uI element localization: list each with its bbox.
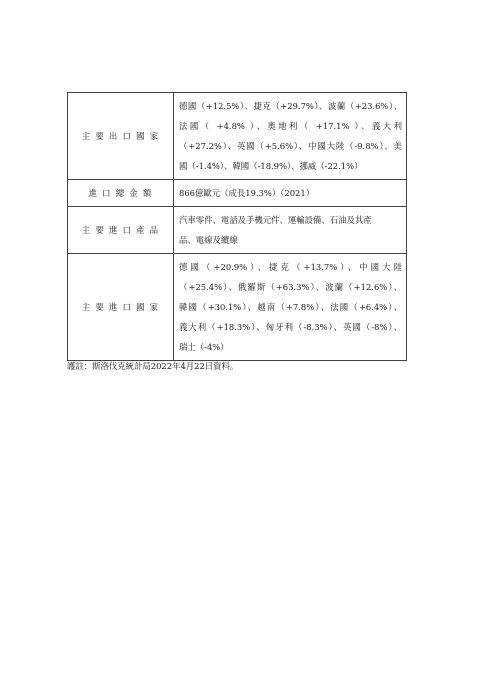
table-row-main-import-countries [68, 254, 407, 361]
value-line: 義大利（+18.3%）、匈牙利（-8.3%）、英國（-8%）、 [179, 322, 402, 332]
value-line: 汽車零件、電話及手機元件、運輸設備、石油及其產 [179, 215, 372, 225]
table-row-import-total [68, 180, 407, 207]
value-line: 國（-1.4%）、韓國（-18.9%）、挪威（-22.1%） [179, 161, 363, 171]
row-label-import-total: 進口總金額 [68, 180, 174, 207]
value-line: 德國（+12.5%）、捷克（+29.7%）、波蘭（+23.6%）、 [179, 101, 402, 111]
value-line: 品、電線及纜線 [179, 235, 238, 245]
value-line: （+25.4%）、俄羅斯（+63.3%）、波蘭（+12.6%）、 [179, 282, 402, 292]
row-label-main-import-countries: 主要進口國家 [68, 254, 174, 361]
value-line: （+27.2%）、英國（+5.6%）、中國大陸（-9.8%）、美 [179, 141, 402, 151]
row-label-main-import-products: 主要進口產品 [68, 207, 174, 254]
row-label-main-export-countries: 主要出口國家 [68, 93, 174, 180]
row-value-main-import-countries [174, 254, 407, 361]
trade-table [67, 92, 407, 361]
row-value-main-import-products [174, 207, 407, 254]
row-value-main-export-countries [174, 93, 407, 180]
value-line: 瑞士（-4%） [179, 342, 229, 352]
source-note: 護註：斯洛伐克統計局2022年4月22日資料。 [67, 361, 239, 371]
table-row-main-import-products [68, 207, 407, 254]
value-line: 韓國（+30.1%）、越南（+7.8%）、法國（+6.4%）、 [179, 302, 402, 312]
value-line: 866億歐元（成長19.3%）（2021） [179, 188, 315, 198]
value-line: 法國（ +4.8% ）、奧地利（ +17.1% ）、義大利 [179, 121, 402, 131]
table-row-main-export-countries [68, 93, 407, 180]
value-line: 德國（+20.9%）、捷克（+13.7%）、中國大陸 [179, 262, 402, 272]
row-value-import-total [174, 180, 407, 207]
